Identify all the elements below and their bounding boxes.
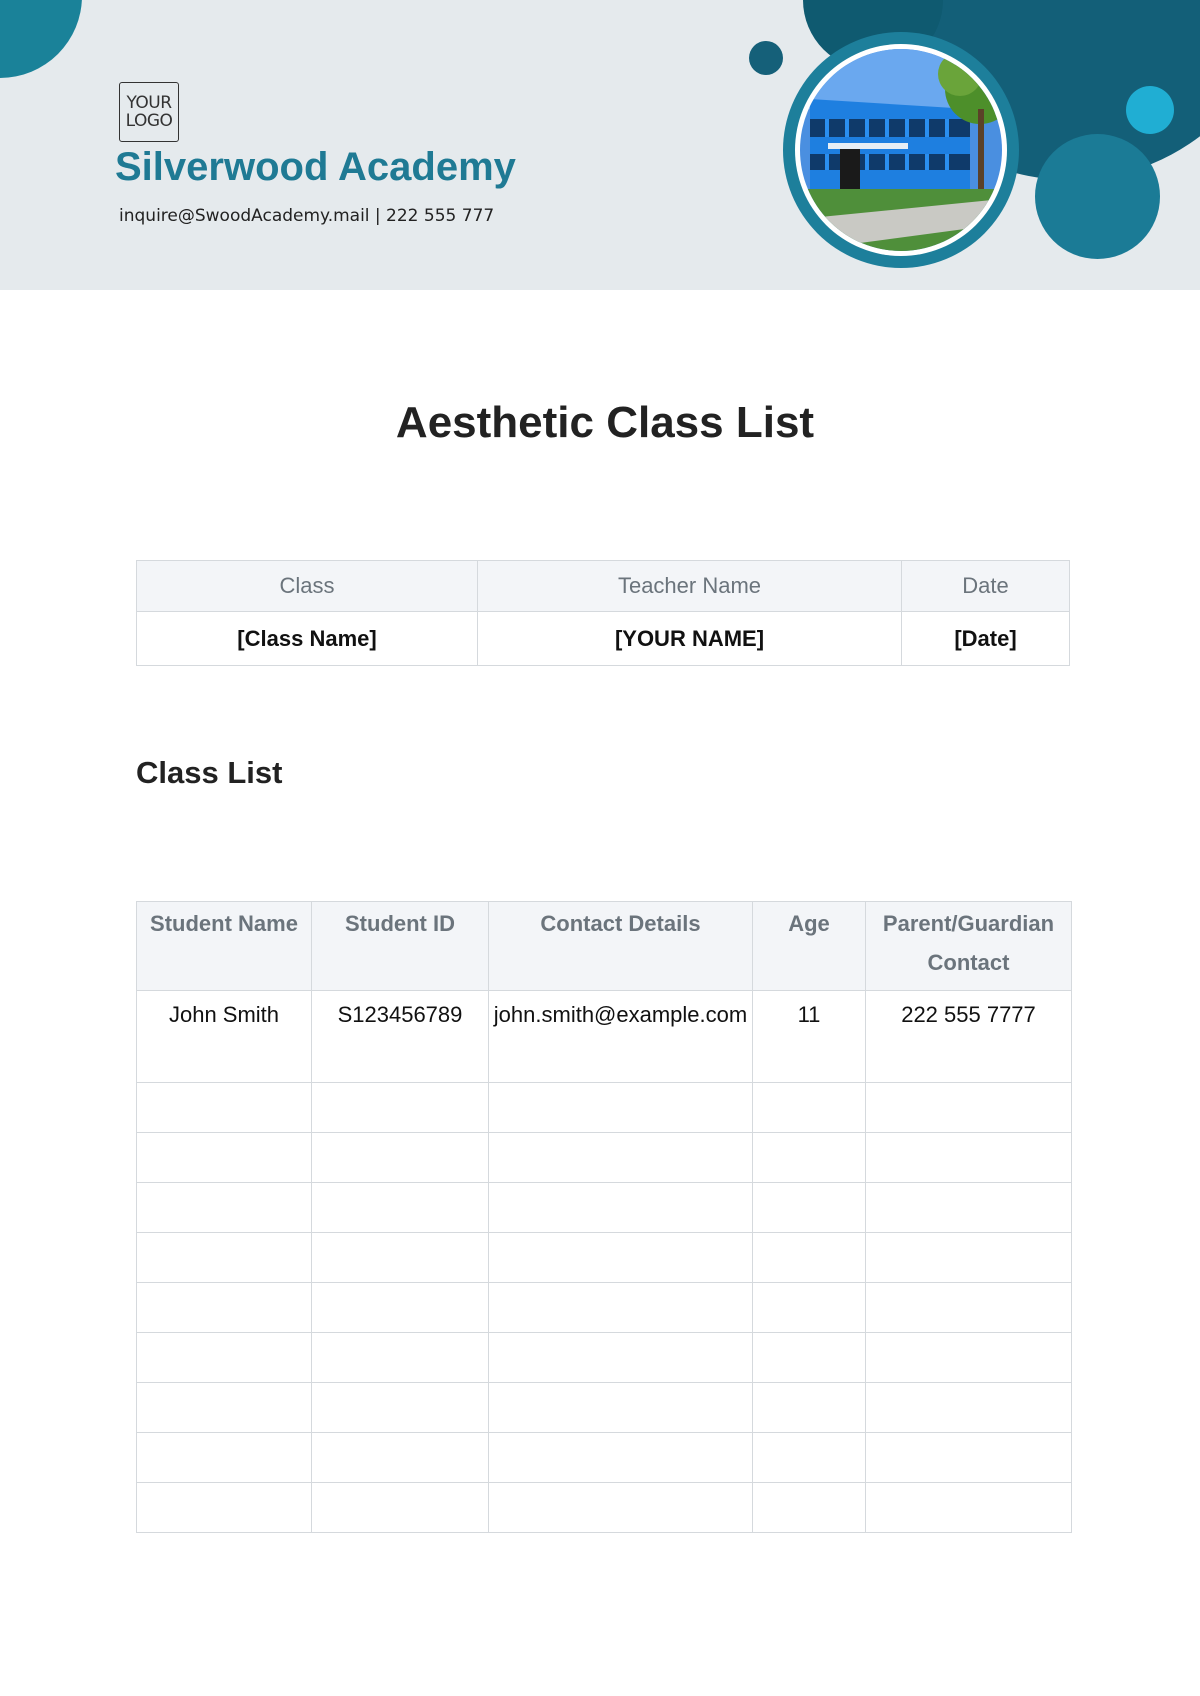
empty-cell xyxy=(312,1133,489,1183)
empty-cell xyxy=(137,1483,312,1533)
empty-cell xyxy=(137,1083,312,1133)
table-row xyxy=(137,1283,1072,1333)
empty-cell xyxy=(312,1383,489,1433)
cell-student-id: S123456789 xyxy=(312,991,489,1083)
document-title: Aesthetic Class List xyxy=(395,398,815,447)
school-photo-frame xyxy=(783,32,1019,268)
cell-age: 11 xyxy=(753,991,866,1083)
empty-cell xyxy=(753,1133,866,1183)
list-header-student-name: Student Name xyxy=(137,902,312,991)
decor-circle-small xyxy=(749,41,783,75)
empty-cell xyxy=(753,1383,866,1433)
empty-cell xyxy=(489,1483,753,1533)
empty-cell xyxy=(866,1383,1072,1433)
empty-cell xyxy=(753,1183,866,1233)
school-name: Silverwood Academy xyxy=(115,145,516,189)
empty-cell xyxy=(312,1483,489,1533)
empty-cell xyxy=(753,1333,866,1383)
empty-cell xyxy=(489,1233,753,1283)
empty-cell xyxy=(489,1383,753,1433)
logo-placeholder xyxy=(119,82,179,142)
table-row xyxy=(137,1133,1072,1183)
class-info-table xyxy=(136,560,1070,666)
empty-cell xyxy=(312,1333,489,1383)
info-header-date: Date xyxy=(902,561,1070,612)
header-banner xyxy=(0,0,1200,290)
list-header-student-id: Student ID xyxy=(312,902,489,991)
list-header-age: Age xyxy=(753,902,866,991)
empty-cell xyxy=(753,1433,866,1483)
empty-cell xyxy=(137,1283,312,1333)
table-row xyxy=(137,1483,1072,1533)
cell-parent-contact: 222 555 7777 xyxy=(866,991,1072,1083)
empty-cell xyxy=(312,1283,489,1333)
empty-cell xyxy=(137,1233,312,1283)
empty-cell xyxy=(753,1483,866,1533)
empty-cell xyxy=(866,1283,1072,1333)
list-header-contact: Contact Details xyxy=(489,902,753,991)
empty-cell xyxy=(137,1133,312,1183)
empty-cell xyxy=(489,1183,753,1233)
empty-cell xyxy=(866,1183,1072,1233)
empty-cell xyxy=(137,1183,312,1233)
empty-cell xyxy=(753,1083,866,1133)
empty-cell xyxy=(489,1433,753,1483)
empty-cell xyxy=(489,1083,753,1133)
table-row xyxy=(137,1333,1072,1383)
school-building-photo xyxy=(800,49,1002,251)
empty-cell xyxy=(312,1183,489,1233)
logo-line1: YOUR xyxy=(126,93,172,113)
empty-cell xyxy=(866,1333,1072,1383)
empty-cell xyxy=(489,1333,753,1383)
empty-cell xyxy=(753,1283,866,1333)
cell-student-name: John Smith xyxy=(137,991,312,1083)
empty-cell xyxy=(866,1133,1072,1183)
table-row xyxy=(137,1083,1072,1133)
decor-circle-medium xyxy=(1035,134,1160,259)
info-header-class: Class xyxy=(137,561,478,612)
empty-cell xyxy=(137,1333,312,1383)
empty-cell xyxy=(312,1083,489,1133)
empty-cell xyxy=(489,1283,753,1333)
logo-line2: LOGO xyxy=(125,111,173,131)
empty-cell xyxy=(753,1233,866,1283)
cell-contact: john.smith@example.com xyxy=(489,991,753,1083)
table-row xyxy=(137,1233,1072,1283)
list-header-parent-contact: Parent/Guardian Contact xyxy=(866,902,1072,991)
info-header-teacher: Teacher Name xyxy=(478,561,902,612)
empty-cell xyxy=(137,1383,312,1433)
empty-cell xyxy=(866,1233,1072,1283)
info-value-class: [Class Name] xyxy=(137,612,478,666)
empty-cell xyxy=(866,1433,1072,1483)
table-row xyxy=(137,1383,1072,1433)
empty-cell xyxy=(312,1433,489,1483)
info-value-date: [Date] xyxy=(902,612,1070,666)
empty-cell xyxy=(489,1133,753,1183)
table-row xyxy=(137,991,1072,1083)
contact-info: inquire@SwoodAcademy.mail | 222 555 777 xyxy=(119,206,495,226)
empty-cell xyxy=(137,1433,312,1483)
decor-circle-top-left xyxy=(0,0,82,78)
table-row xyxy=(137,1433,1072,1483)
empty-cell xyxy=(312,1233,489,1283)
decor-circle-bright xyxy=(1126,86,1174,134)
info-value-teacher: [YOUR NAME] xyxy=(478,612,902,666)
empty-cell xyxy=(866,1483,1072,1533)
table-row xyxy=(137,1183,1072,1233)
empty-cell xyxy=(866,1083,1072,1133)
section-title: Class List xyxy=(136,755,283,790)
class-list-table xyxy=(136,901,1072,1533)
